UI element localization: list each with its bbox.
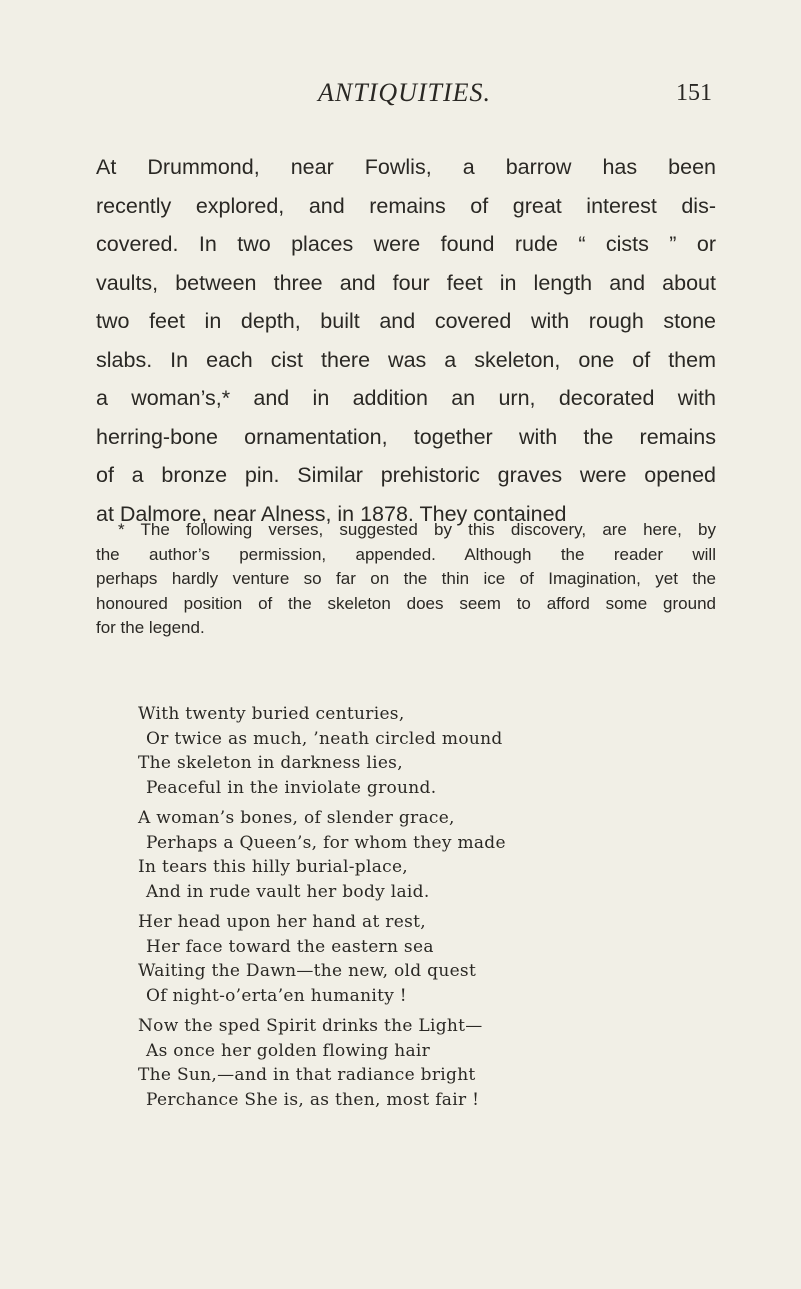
poem-line: The Sun,—and in that radiance bright [138, 1065, 476, 1085]
body-line: of a bronze pin. Similar prehistoric graves were opened [96, 463, 716, 487]
poem-stanza [138, 1014, 698, 1112]
page-number: 151 [676, 80, 712, 106]
body-line: two feet in depth, built and covered with rough stone [96, 309, 716, 333]
footnote-line: honoured position of the skeleton does seem to afford some ground [96, 593, 716, 613]
poem-line: Of night-o’erta’en humanity ! [146, 985, 407, 1006]
poem-line: Now the sped Spirit drinks the Light— [138, 1016, 483, 1036]
body-line: vaults, between three and four feet in length and about [96, 270, 716, 295]
poem-line: Perchance She is, as then, most fair ! [146, 1089, 480, 1110]
poem-line: Her head upon her hand at rest, [138, 912, 426, 932]
body-line: covered. In two places were found rude “ cists ” or [96, 232, 716, 256]
poem-stanza [138, 702, 698, 800]
body-line: At Drummond, near Fowlis, a barrow has been [96, 155, 716, 179]
poem-line: As once her golden flowing hair [146, 1040, 431, 1061]
body-paragraph [96, 148, 716, 533]
body-line: a woman’s,* and in addition an urn, decorated with [96, 386, 716, 410]
poem-line: Peaceful in the inviolate ground. [146, 777, 437, 798]
poem-stanza [138, 806, 698, 904]
poem-line: And in rude vault her body laid. [146, 881, 430, 902]
footnote-line: the author’s permission, appended. Although the reader will [96, 544, 716, 564]
body-line: herring-bone ornamentation, together with the remains [96, 424, 716, 449]
poem [138, 702, 698, 1118]
poem-line: Perhaps a Queen’s, for whom they made [146, 832, 506, 853]
running-head: ANTIQUITIES. [318, 78, 492, 107]
footnote-line: * The following verses, suggested by this discovery, are here, by [118, 520, 716, 539]
footnote-line: for the legend. [96, 618, 205, 637]
footnote-line: perhaps hardly venture so far on the thin ice of Imagination, yet the [96, 569, 716, 588]
poem-line: With twenty buried centuries, [138, 704, 405, 724]
footnote [96, 518, 716, 641]
poem-line: A woman’s bones, of slender grace, [138, 808, 455, 828]
poem-line: Or twice as much, ’neath circled mound [146, 728, 503, 749]
poem-line: Her face toward the eastern sea [146, 936, 434, 957]
page-header [0, 78, 801, 114]
poem-line: The skeleton in darkness lies, [138, 753, 403, 773]
poem-line: Waiting the Dawn—the new, old quest [138, 961, 477, 981]
body-line: recently explored, and remains of great interest dis- [96, 193, 716, 218]
body-line: slabs. In each cist there was a skeleton, one of them [96, 347, 716, 372]
poem-line: In tears this hilly burial-place, [138, 857, 409, 877]
body-line: at Dalmore, near Alness, in 1878. They contained [96, 501, 567, 526]
poem-stanza [138, 910, 698, 1008]
